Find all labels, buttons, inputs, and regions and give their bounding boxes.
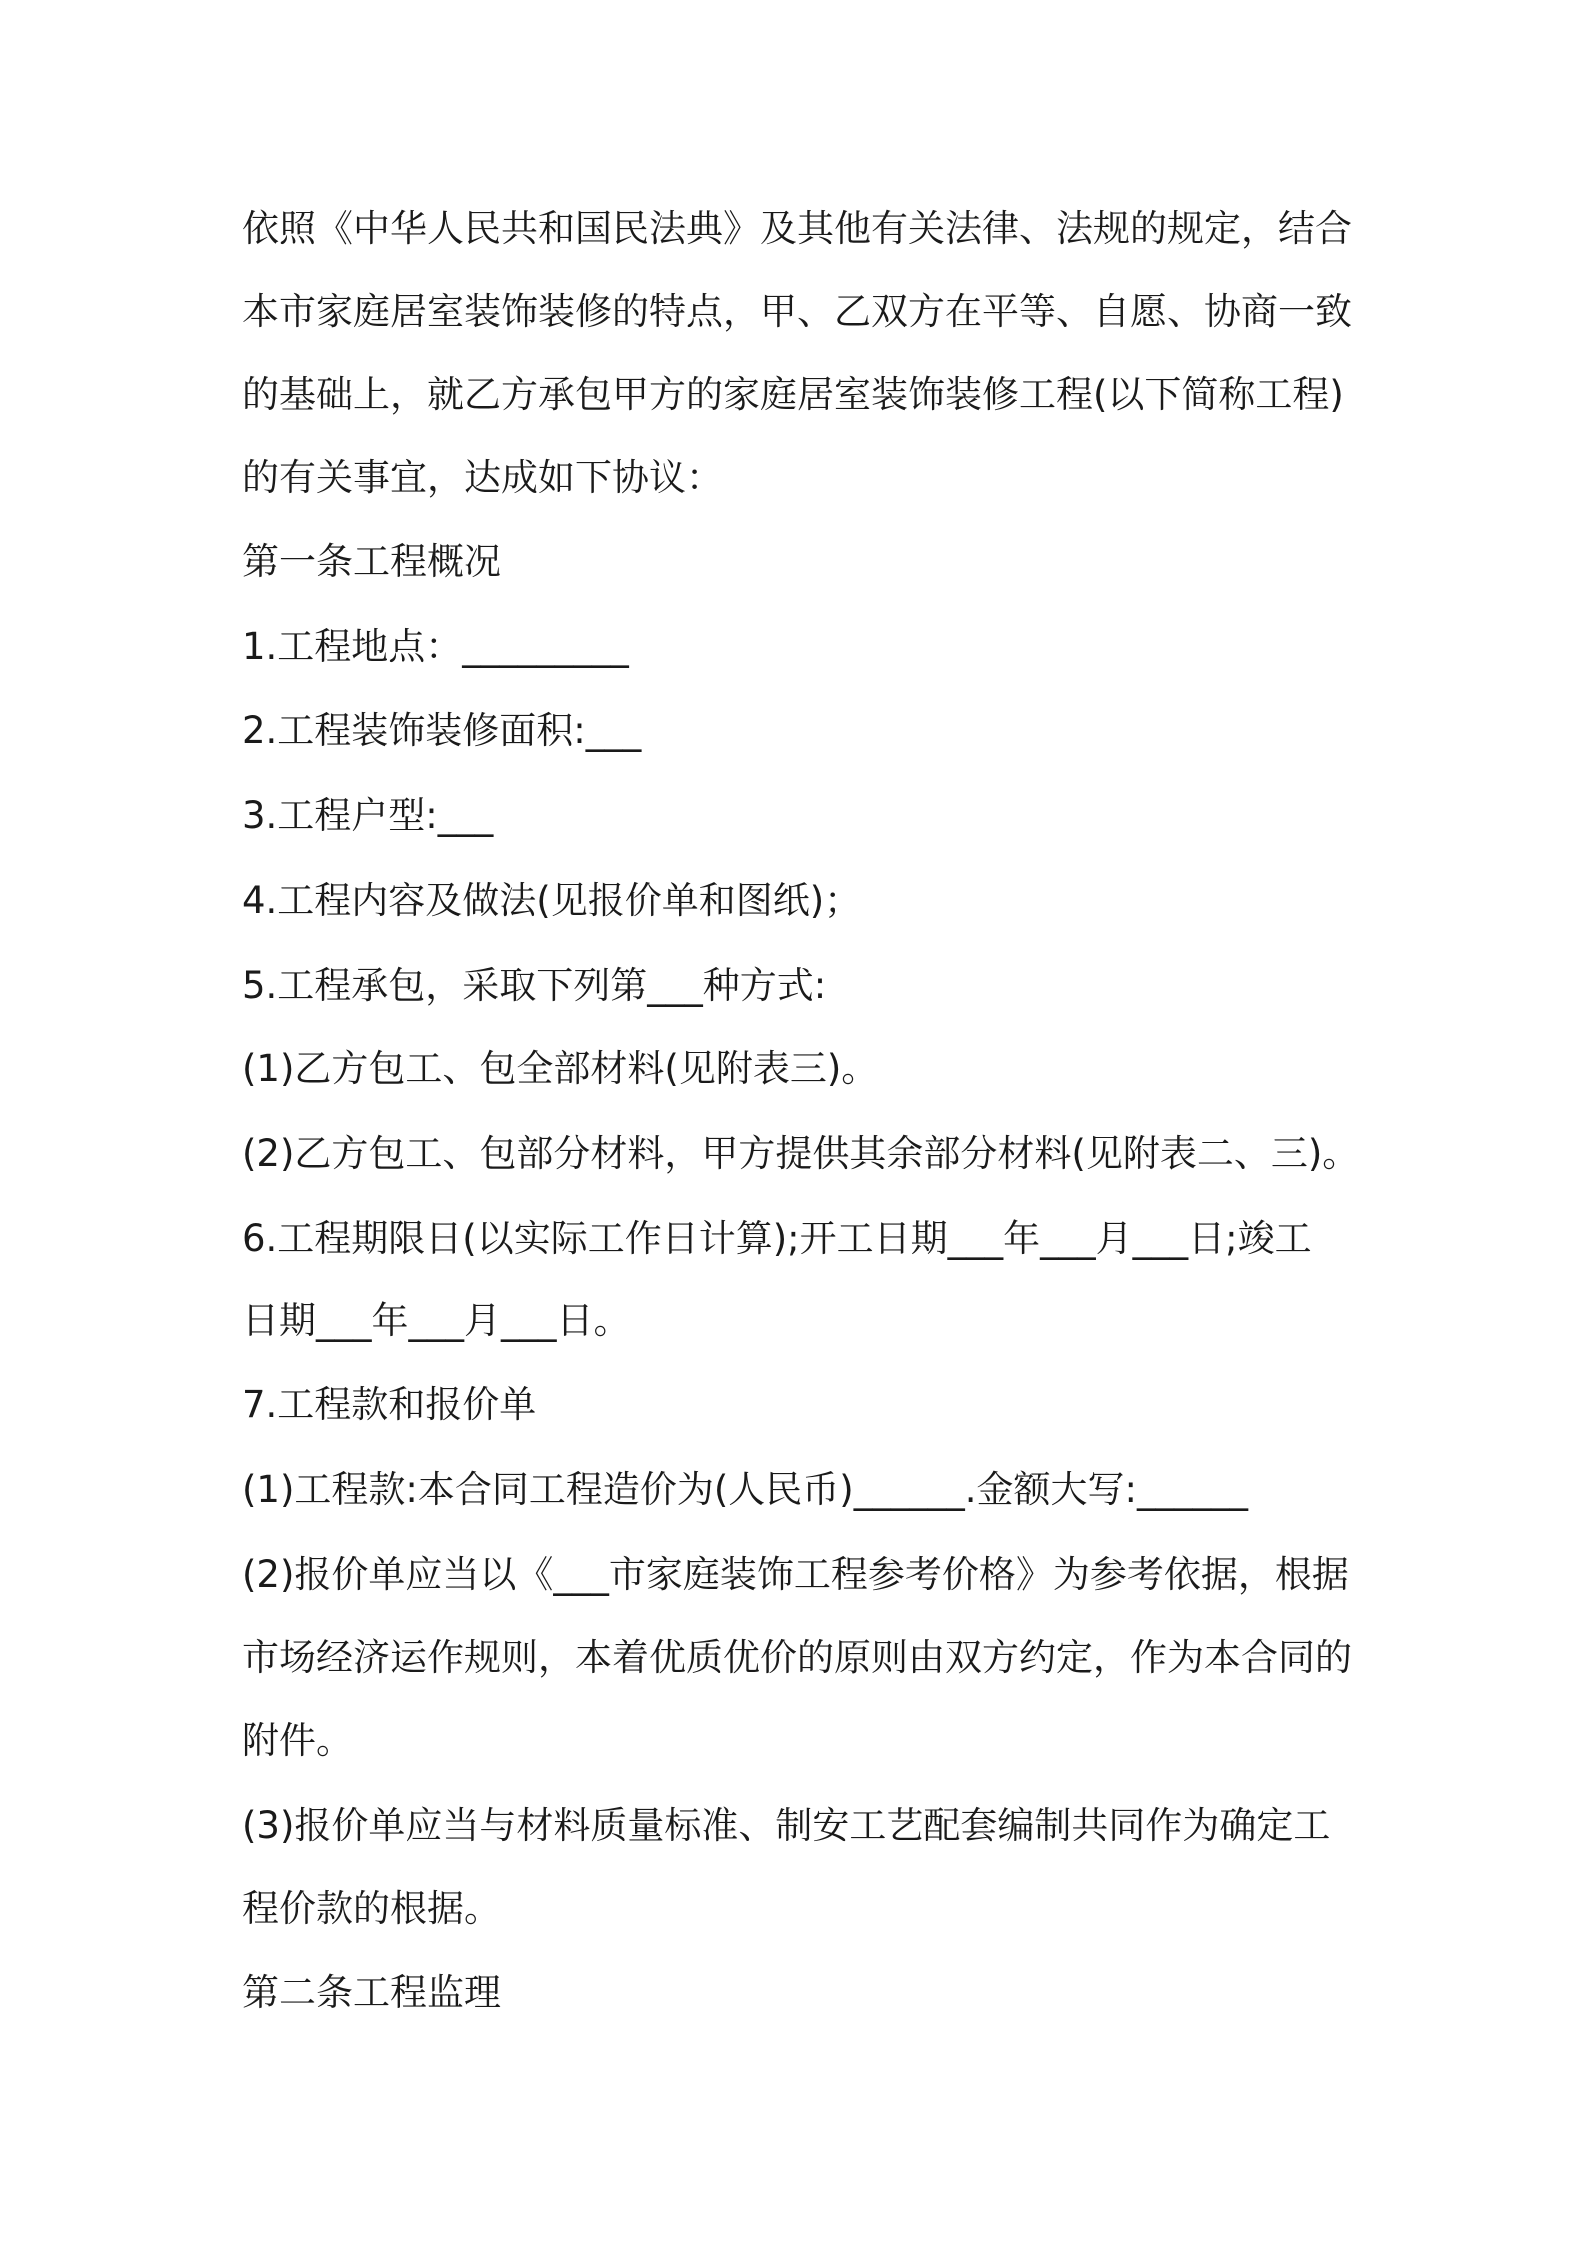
paragraph-line: 附件。	[242, 1719, 353, 1762]
list-item: 5.工程承包，采取下列第___种方式:	[242, 964, 827, 1007]
list-item: 3.工程户型:___	[242, 794, 494, 837]
paragraph-line: 依照《中华人民共和国民法典》及其他有关法律、法规的规定，结合	[242, 207, 1352, 250]
list-item: 7.工程款和报价单	[242, 1383, 537, 1426]
list-item: (1)乙方包工、包全部材料(见附表三)。	[242, 1047, 879, 1090]
list-item: (1)工程款:本合同工程造价为(人民币)______.金额大写:______	[242, 1468, 1248, 1511]
list-item: (2)乙方包工、包部分材料，甲方提供其余部分材料(见附表二、三)。	[242, 1132, 1360, 1175]
list-item: 4.工程内容及做法(见报价单和图纸)；	[242, 879, 862, 922]
paragraph-line: 的有关事宜，达成如下协议：	[242, 456, 723, 499]
section-heading: 第二条工程监理	[242, 1971, 501, 2014]
list-item: 6.工程期限日(以实际工作日计算);开工日期___年___月___日;竣工	[242, 1217, 1312, 1260]
paragraph-line: 日期___年___月___日。	[242, 1299, 631, 1342]
paragraph-line: 的基础上，就乙方承包甲方的家庭居室装饰装修工程(以下简称工程)	[242, 373, 1344, 416]
paragraph-line: 市场经济运作规则，本着优质优价的原则由双方约定，作为本合同的	[242, 1636, 1352, 1679]
list-item: 2.工程装饰装修面积:___	[242, 709, 642, 752]
paragraph-line: 程价款的根据。	[242, 1887, 501, 1930]
list-item: 1.工程地点：_________	[242, 625, 629, 668]
list-item: (2)报价单应当以《___市家庭装饰工程参考价格》为参考依据，根据	[242, 1553, 1349, 1596]
paragraph-line: 本市家庭居室装饰装修的特点，甲、乙双方在平等、自愿、协商一致	[242, 290, 1352, 333]
list-item: (3)报价单应当与材料质量标准、制安工艺配套编制共同作为确定工	[242, 1804, 1331, 1847]
section-heading: 第一条工程概况	[242, 540, 501, 583]
